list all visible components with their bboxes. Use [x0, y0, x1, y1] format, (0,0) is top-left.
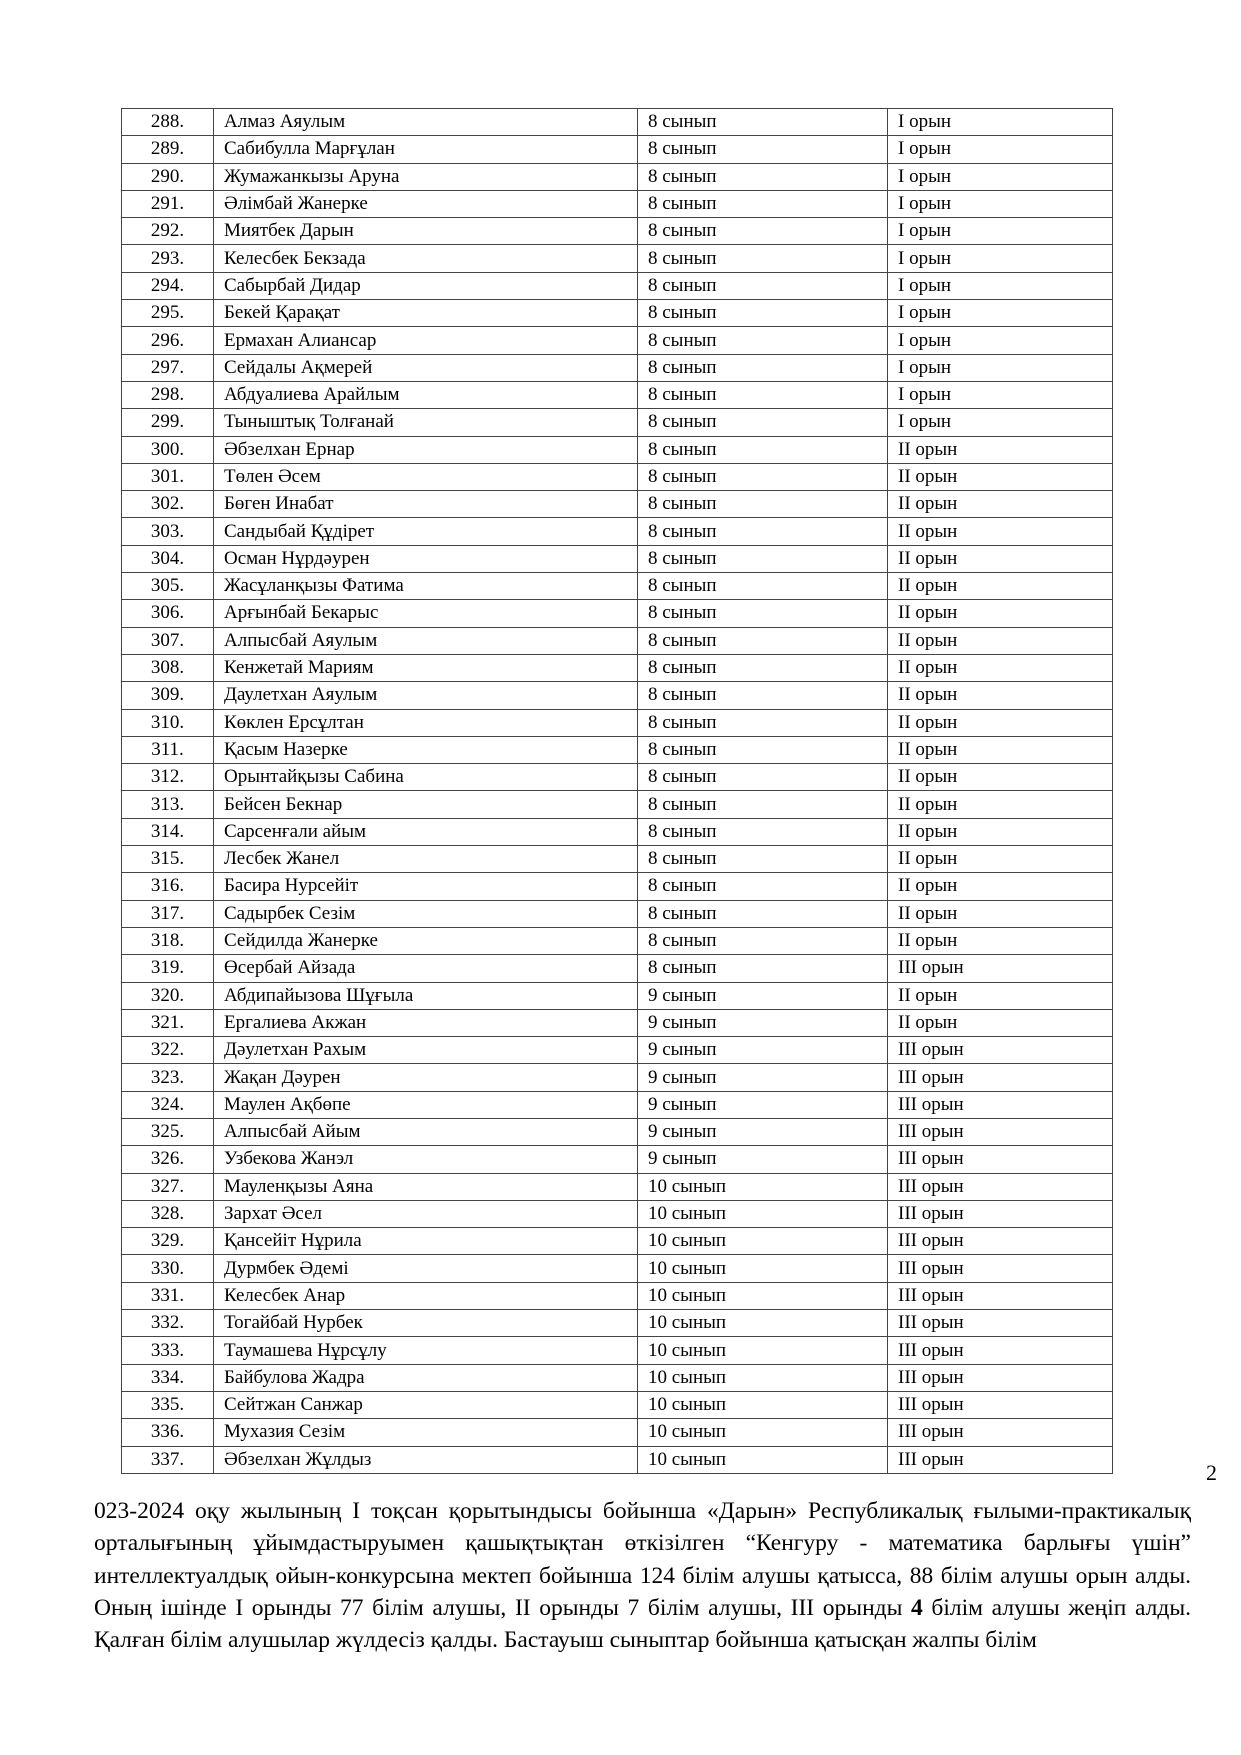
cell-student-name: Дәулетхан Рахым: [214, 1037, 638, 1064]
summary-bold-count: 4: [911, 1594, 923, 1621]
cell-number: 303.: [122, 518, 214, 545]
cell-place: III орын: [888, 1364, 1113, 1391]
table-row: [122, 190, 1113, 217]
cell-number: 292.: [122, 218, 214, 245]
table-row: [122, 927, 1113, 954]
cell-grade: 8 сынып: [638, 600, 888, 627]
cell-grade: 8 сынып: [638, 436, 888, 463]
cell-number: 294.: [122, 272, 214, 299]
cell-grade: 9 сынып: [638, 1146, 888, 1173]
cell-number: 331.: [122, 1282, 214, 1309]
table-row: [122, 327, 1113, 354]
cell-number: 288.: [122, 109, 214, 136]
cell-grade: 8 сынып: [638, 272, 888, 299]
cell-place: I орын: [888, 409, 1113, 436]
cell-number: 320.: [122, 982, 214, 1009]
cell-grade: 10 сынып: [638, 1364, 888, 1391]
table-row: [122, 1282, 1113, 1309]
cell-number: 307.: [122, 627, 214, 654]
cell-place: I орын: [888, 272, 1113, 299]
cell-place: III орын: [888, 1282, 1113, 1309]
cell-place: II орын: [888, 682, 1113, 709]
table-row: [122, 1364, 1113, 1391]
table-row: [122, 545, 1113, 572]
cell-number: 312.: [122, 764, 214, 791]
cell-grade: 10 сынып: [638, 1446, 888, 1473]
cell-grade: 8 сынып: [638, 136, 888, 163]
cell-place: III орын: [888, 1173, 1113, 1200]
cell-number: 316.: [122, 873, 214, 900]
cell-number: 291.: [122, 190, 214, 217]
cell-student-name: Келесбек Бекзада: [214, 245, 638, 272]
cell-student-name: Абдипайызова Шұғыла: [214, 982, 638, 1009]
cell-student-name: Абдуалиева Арайлым: [214, 381, 638, 408]
table-row: [122, 600, 1113, 627]
cell-number: 334.: [122, 1364, 214, 1391]
cell-student-name: Бөген Инабат: [214, 491, 638, 518]
cell-student-name: Төлен Әсем: [214, 463, 638, 490]
summary-text-end: білім алушы жеңіп алды. Қалған білім алушылар жүлдесіз қалды. Бастауыш сыныптар бойынша қатысқан жалпы білім: [94, 1594, 1191, 1654]
table-row: [122, 682, 1113, 709]
cell-number: 321.: [122, 1009, 214, 1036]
cell-grade: 9 сынып: [638, 1091, 888, 1118]
cell-grade: 8 сынып: [638, 709, 888, 736]
cell-place: I орын: [888, 218, 1113, 245]
cell-place: I орын: [888, 136, 1113, 163]
cell-number: 314.: [122, 818, 214, 845]
table-row: [122, 218, 1113, 245]
cell-place: I орын: [888, 327, 1113, 354]
cell-number: 289.: [122, 136, 214, 163]
cell-student-name: Сандыбай Құдірет: [214, 518, 638, 545]
cell-student-name: Мухазия Сезім: [214, 1419, 638, 1446]
cell-grade: 8 сынып: [638, 573, 888, 600]
table-row: [122, 1446, 1113, 1473]
cell-number: 299.: [122, 409, 214, 436]
cell-student-name: Көклен Ерсұлтан: [214, 709, 638, 736]
cell-grade: 9 сынып: [638, 1064, 888, 1091]
cell-place: II орын: [888, 736, 1113, 763]
table-row: [122, 109, 1113, 136]
summary-text-start: 023-2024 оқу жылының І тоқсан қорытындысы бойынша «Дарын» Республикалық ғылыми-практикалық орталығының ұйымдастыруымен қашықтықтан өткізілген “Кенгуру - математика барлығы үшін” интеллектуалдық ойын-конкурсына мектеп бойынша 124 білім алушы қатысса, 88 білім алушы орын алды. Оның ішінде І орынды 77 білім алушы, ІІ орынды 7 білім алушы, ІІІ орынды: [94, 1498, 1191, 1621]
table-row: [122, 1419, 1113, 1446]
cell-grade: 10 сынып: [638, 1255, 888, 1282]
cell-student-name: Бейсен Бекнар: [214, 791, 638, 818]
cell-number: 300.: [122, 436, 214, 463]
cell-student-name: Жумажанкызы Аруна: [214, 163, 638, 190]
cell-place: I орын: [888, 190, 1113, 217]
cell-student-name: Жасұланқызы Фатима: [214, 573, 638, 600]
cell-student-name: Ергалиева Акжан: [214, 1009, 638, 1036]
cell-grade: 8 сынып: [638, 163, 888, 190]
cell-place: III орын: [888, 1091, 1113, 1118]
table-row: [122, 491, 1113, 518]
cell-number: 317.: [122, 900, 214, 927]
cell-student-name: Өсербай Айзада: [214, 955, 638, 982]
table-row: [122, 846, 1113, 873]
cell-number: 327.: [122, 1173, 214, 1200]
cell-number: 302.: [122, 491, 214, 518]
cell-place: III орын: [888, 1064, 1113, 1091]
table-row: [122, 1228, 1113, 1255]
cell-student-name: Сабибулла Марғұлан: [214, 136, 638, 163]
page-margin-number: 2: [1206, 1460, 1217, 1485]
cell-grade: 8 сынып: [638, 818, 888, 845]
table-row: [122, 1200, 1113, 1227]
cell-place: III орын: [888, 955, 1113, 982]
cell-place: II орын: [888, 1009, 1113, 1036]
cell-student-name: Дурмбек Әдемі: [214, 1255, 638, 1282]
cell-student-name: Алмаз Аяулым: [214, 109, 638, 136]
cell-grade: 10 сынып: [638, 1419, 888, 1446]
cell-place: III орын: [888, 1337, 1113, 1364]
cell-grade: 9 сынып: [638, 982, 888, 1009]
cell-grade: 8 сынып: [638, 491, 888, 518]
table-row: [122, 982, 1113, 1009]
cell-grade: 10 сынып: [638, 1200, 888, 1227]
cell-grade: 8 сынып: [638, 627, 888, 654]
cell-number: 315.: [122, 846, 214, 873]
cell-place: III орын: [888, 1118, 1113, 1145]
cell-place: II орын: [888, 764, 1113, 791]
table-row: [122, 1337, 1113, 1364]
cell-student-name: Мауленқызы Аяна: [214, 1173, 638, 1200]
cell-place: I орын: [888, 109, 1113, 136]
cell-number: 319.: [122, 955, 214, 982]
cell-student-name: Әбзелхан Ернар: [214, 436, 638, 463]
table-row: [122, 436, 1113, 463]
table-row: [122, 1146, 1113, 1173]
table-row: [122, 818, 1113, 845]
cell-place: II орын: [888, 463, 1113, 490]
table-row: [122, 354, 1113, 381]
cell-grade: 10 сынып: [638, 1173, 888, 1200]
cell-student-name: Зархат Әсел: [214, 1200, 638, 1227]
cell-number: 325.: [122, 1118, 214, 1145]
cell-number: 309.: [122, 682, 214, 709]
cell-number: 324.: [122, 1091, 214, 1118]
cell-number: 296.: [122, 327, 214, 354]
results-table-body: [122, 109, 1113, 1474]
cell-student-name: Келесбек Анар: [214, 1282, 638, 1309]
cell-grade: 8 сынып: [638, 409, 888, 436]
cell-grade: 10 сынып: [638, 1391, 888, 1418]
cell-number: 329.: [122, 1228, 214, 1255]
cell-place: I орын: [888, 300, 1113, 327]
cell-number: 322.: [122, 1037, 214, 1064]
cell-student-name: Миятбек Дарын: [214, 218, 638, 245]
cell-student-name: Маулен Ақбөпе: [214, 1091, 638, 1118]
cell-student-name: Ермахан Алиансар: [214, 327, 638, 354]
table-row: [122, 1118, 1113, 1145]
table-row: [122, 573, 1113, 600]
cell-place: III орын: [888, 1310, 1113, 1337]
cell-student-name: Орынтайқызы Сабина: [214, 764, 638, 791]
table-row: [122, 300, 1113, 327]
table-row: [122, 1173, 1113, 1200]
cell-grade: 8 сынып: [638, 218, 888, 245]
cell-place: III орын: [888, 1037, 1113, 1064]
table-row: [122, 627, 1113, 654]
table-row: [122, 136, 1113, 163]
cell-number: 333.: [122, 1337, 214, 1364]
cell-grade: 8 сынып: [638, 463, 888, 490]
cell-number: 335.: [122, 1391, 214, 1418]
cell-place: II орын: [888, 518, 1113, 545]
cell-number: 328.: [122, 1200, 214, 1227]
table-row: [122, 654, 1113, 681]
cell-number: 313.: [122, 791, 214, 818]
cell-place: III орын: [888, 1146, 1113, 1173]
cell-place: I орын: [888, 354, 1113, 381]
cell-student-name: Сейдалы Ақмерей: [214, 354, 638, 381]
cell-student-name: Садырбек Сезім: [214, 900, 638, 927]
table-row: [122, 791, 1113, 818]
cell-number: 301.: [122, 463, 214, 490]
table-row: [122, 163, 1113, 190]
cell-number: 308.: [122, 654, 214, 681]
cell-student-name: Сарсенғали айым: [214, 818, 638, 845]
cell-student-name: Қасым Назерке: [214, 736, 638, 763]
cell-place: II орын: [888, 491, 1113, 518]
cell-grade: 8 сынып: [638, 327, 888, 354]
cell-student-name: Әбзелхан Жұлдыз: [214, 1446, 638, 1473]
cell-number: 337.: [122, 1446, 214, 1473]
cell-student-name: Сабырбай Дидар: [214, 272, 638, 299]
cell-number: 323.: [122, 1064, 214, 1091]
cell-place: II орын: [888, 436, 1113, 463]
cell-place: III орын: [888, 1446, 1113, 1473]
table-row: [122, 873, 1113, 900]
cell-grade: 8 сынып: [638, 873, 888, 900]
results-table: [121, 108, 1113, 1474]
cell-student-name: Басира Нурсейіт: [214, 873, 638, 900]
cell-place: II орын: [888, 846, 1113, 873]
cell-number: 318.: [122, 927, 214, 954]
table-row: [122, 272, 1113, 299]
cell-number: 326.: [122, 1146, 214, 1173]
cell-student-name: Лесбек Жанел: [214, 846, 638, 873]
cell-place: I орын: [888, 381, 1113, 408]
cell-place: II орын: [888, 873, 1113, 900]
cell-grade: 8 сынып: [638, 300, 888, 327]
cell-grade: 8 сынып: [638, 545, 888, 572]
table-row: [122, 1037, 1113, 1064]
table-row: [122, 409, 1113, 436]
cell-place: II орын: [888, 982, 1113, 1009]
cell-place: II орын: [888, 709, 1113, 736]
cell-grade: 10 сынып: [638, 1337, 888, 1364]
cell-grade: 8 сынып: [638, 518, 888, 545]
cell-student-name: Тогайбай Нурбек: [214, 1310, 638, 1337]
cell-grade: 8 сынып: [638, 927, 888, 954]
table-row: [122, 1009, 1113, 1036]
cell-place: III орын: [888, 1419, 1113, 1446]
table-row: [122, 1091, 1113, 1118]
cell-student-name: Таумашева Нұрсұлу: [214, 1337, 638, 1364]
table-row: [122, 1391, 1113, 1418]
cell-number: 297.: [122, 354, 214, 381]
cell-grade: 8 сынып: [638, 764, 888, 791]
cell-number: 293.: [122, 245, 214, 272]
cell-student-name: Алпысбай Айым: [214, 1118, 638, 1145]
cell-number: 304.: [122, 545, 214, 572]
cell-number: 290.: [122, 163, 214, 190]
cell-student-name: Әлімбай Жанерке: [214, 190, 638, 217]
cell-grade: 8 сынып: [638, 190, 888, 217]
cell-number: 310.: [122, 709, 214, 736]
cell-number: 298.: [122, 381, 214, 408]
cell-place: II орын: [888, 654, 1113, 681]
cell-grade: 8 сынып: [638, 381, 888, 408]
cell-student-name: Даулетхан Аяулым: [214, 682, 638, 709]
cell-grade: 9 сынып: [638, 1118, 888, 1145]
cell-place: II орын: [888, 818, 1113, 845]
cell-grade: 9 сынып: [638, 1037, 888, 1064]
cell-place: III орын: [888, 1391, 1113, 1418]
cell-place: II орын: [888, 600, 1113, 627]
cell-place: I орын: [888, 245, 1113, 272]
cell-student-name: Кенжетай Мариям: [214, 654, 638, 681]
table-row: [122, 764, 1113, 791]
cell-grade: 8 сынып: [638, 109, 888, 136]
table-row: [122, 1310, 1113, 1337]
cell-grade: 8 сынып: [638, 354, 888, 381]
table-row: [122, 1064, 1113, 1091]
table-row: [122, 955, 1113, 982]
cell-place: III орын: [888, 1228, 1113, 1255]
cell-place: III орын: [888, 1255, 1113, 1282]
cell-student-name: Осман Нұрдәурен: [214, 545, 638, 572]
cell-grade: 10 сынып: [638, 1228, 888, 1255]
cell-place: II орын: [888, 791, 1113, 818]
cell-number: 295.: [122, 300, 214, 327]
cell-grade: 8 сынып: [638, 736, 888, 763]
table-row: [122, 518, 1113, 545]
cell-grade: 10 сынып: [638, 1282, 888, 1309]
cell-student-name: Байбулова Жадра: [214, 1364, 638, 1391]
summary-paragraph: [94, 1495, 1191, 1656]
table-row: [122, 381, 1113, 408]
cell-number: 306.: [122, 600, 214, 627]
cell-grade: 10 сынып: [638, 1310, 888, 1337]
cell-number: 330.: [122, 1255, 214, 1282]
table-row: [122, 736, 1113, 763]
cell-place: I орын: [888, 163, 1113, 190]
table-row: [122, 463, 1113, 490]
cell-place: II орын: [888, 573, 1113, 600]
cell-grade: 8 сынып: [638, 900, 888, 927]
table-row: [122, 709, 1113, 736]
cell-student-name: Қансейіт Нұрила: [214, 1228, 638, 1255]
cell-place: II орын: [888, 627, 1113, 654]
cell-place: II орын: [888, 545, 1113, 572]
table-row: [122, 245, 1113, 272]
cell-student-name: Сейдилда Жанерке: [214, 927, 638, 954]
cell-place: II орын: [888, 927, 1113, 954]
cell-student-name: Сейтжан Санжар: [214, 1391, 638, 1418]
cell-student-name: Бекей Қарақат: [214, 300, 638, 327]
cell-number: 305.: [122, 573, 214, 600]
cell-number: 336.: [122, 1419, 214, 1446]
cell-student-name: Жақан Дәурен: [214, 1064, 638, 1091]
cell-grade: 8 сынып: [638, 654, 888, 681]
cell-grade: 8 сынып: [638, 245, 888, 272]
cell-number: 311.: [122, 736, 214, 763]
cell-place: II орын: [888, 900, 1113, 927]
table-row: [122, 1255, 1113, 1282]
cell-grade: 8 сынып: [638, 846, 888, 873]
cell-grade: 8 сынып: [638, 682, 888, 709]
cell-student-name: Арғынбай Бекарыс: [214, 600, 638, 627]
cell-grade: 8 сынып: [638, 955, 888, 982]
cell-place: III орын: [888, 1200, 1113, 1227]
cell-grade: 8 сынып: [638, 791, 888, 818]
cell-grade: 9 сынып: [638, 1009, 888, 1036]
cell-student-name: Узбекова Жанэл: [214, 1146, 638, 1173]
cell-student-name: Тыныштық Толғанай: [214, 409, 638, 436]
table-row: [122, 900, 1113, 927]
cell-number: 332.: [122, 1310, 214, 1337]
cell-student-name: Алпысбай Аяулым: [214, 627, 638, 654]
